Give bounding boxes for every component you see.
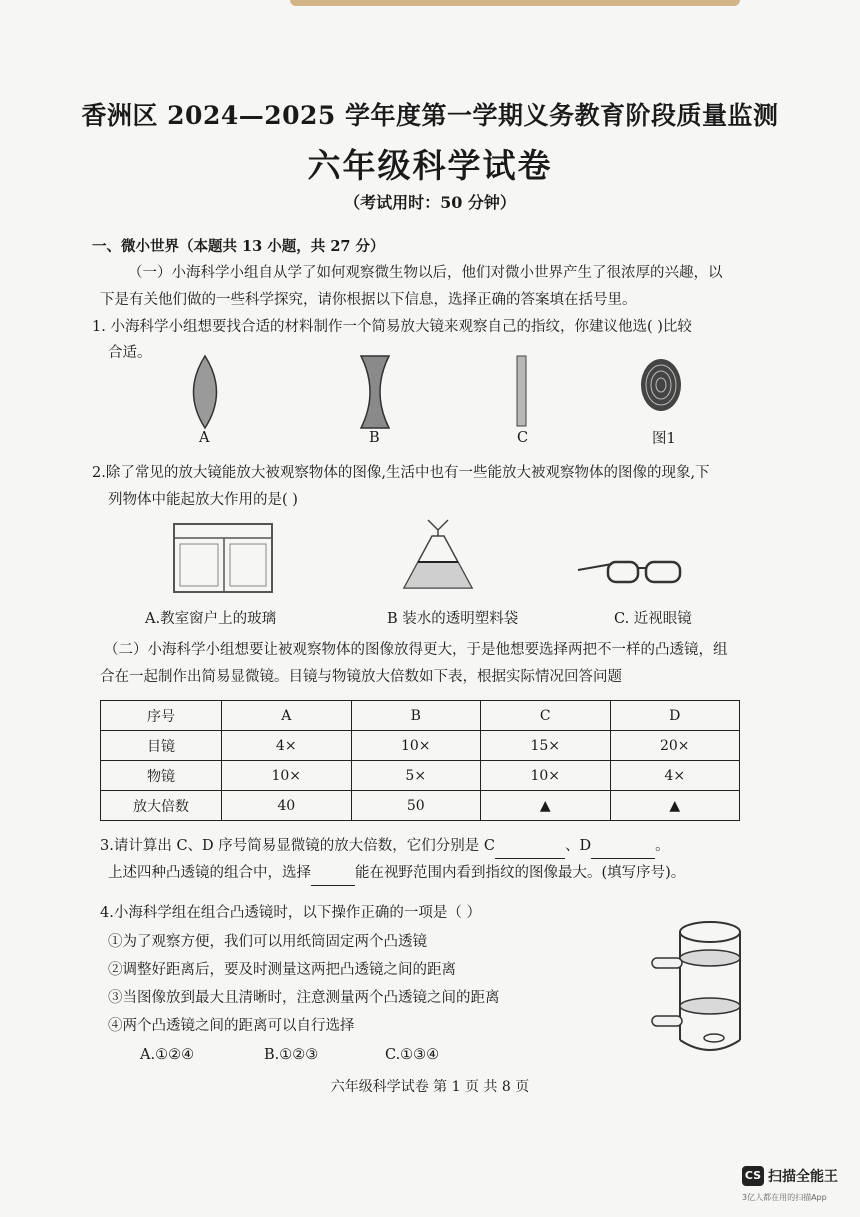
flat-glass-figure bbox=[515, 355, 529, 427]
part2-intro-line2: 合在一起制作出简易显微镜。目镜与物镜放大倍数如下表，根据实际情况回答问题 bbox=[100, 669, 622, 685]
q4-choice-a: A.①②④ bbox=[140, 1047, 195, 1063]
table-cell: 放大倍数 bbox=[101, 791, 222, 821]
exam-title: 香洲区 2024—2025 学年度第一学期义务教育阶段质量监测 bbox=[81, 101, 779, 130]
q4-statement-3: ③当图像放到最大且清晰时，注意测量两个凸透镜之间的距离 bbox=[108, 990, 500, 1006]
section-heading: 一、微小世界（本题共 13 小题，共 27 分） bbox=[92, 238, 385, 255]
q3-line1 bbox=[100, 836, 670, 859]
q1-stem-line1: 1. 小海科学小组想要找合适的材料制作一个简易放大镜来观察自己的指纹，你建议他选( )比较 bbox=[92, 319, 692, 335]
table-row bbox=[101, 731, 740, 761]
part1-intro-line2: 下是有关他们做的一些科学探究，请你根据以下信息，选择正确的答案填在括号里。 bbox=[100, 292, 637, 308]
q4-choice-c: C.①③④ bbox=[385, 1047, 440, 1063]
fingerprint-figure bbox=[638, 356, 684, 414]
camscanner-logo-icon: CS bbox=[742, 1166, 764, 1186]
table-cell: 物镜 bbox=[101, 761, 222, 791]
table-row bbox=[101, 791, 740, 821]
q4-statement-4: ④两个凸透镜之间的距离可以自行选择 bbox=[108, 1018, 355, 1034]
window-glass-figure bbox=[172, 522, 274, 594]
camscanner-tagline: 3亿人都在用的扫描App bbox=[742, 1193, 827, 1202]
q1-option-c: C bbox=[517, 430, 529, 446]
table-cell: 10× bbox=[481, 761, 611, 791]
table-row bbox=[101, 761, 740, 791]
q3-choice-blank[interactable] bbox=[311, 863, 355, 886]
q2-option-b: B 装水的透明塑料袋 bbox=[387, 611, 519, 627]
table-header: C bbox=[481, 701, 611, 731]
table-cell: 4× bbox=[222, 731, 352, 761]
exam-duration: （考试用时：50 分钟） bbox=[344, 193, 516, 212]
table-cell: 20× bbox=[610, 731, 740, 761]
camscanner-name: 扫描全能王 bbox=[768, 1169, 838, 1185]
table-header: B bbox=[351, 701, 481, 731]
exam-subtitle: 六年级科学试卷 bbox=[307, 146, 553, 185]
table-cell: 目镜 bbox=[101, 731, 222, 761]
table-cell: 15× bbox=[481, 731, 611, 761]
q3-line2-prefix: 上述四种凸透镜的组合中，选择 bbox=[108, 865, 311, 881]
q2-stem-line1: 2.除了常见的放大镜能放大被观察物体的图像,生活中也有一些能放大被观察物体的图像的现象,下 bbox=[92, 465, 710, 481]
table-header: 序号 bbox=[101, 701, 222, 731]
page-top-edge bbox=[290, 0, 740, 6]
table-cell: 10× bbox=[222, 761, 352, 791]
water-bag-figure bbox=[398, 518, 478, 592]
q4-statement-1: ①为了观察方便，我们可以用纸筒固定两个凸透镜 bbox=[108, 934, 427, 950]
q3-line2 bbox=[108, 863, 685, 886]
q3-end: 。 bbox=[655, 838, 670, 854]
q4-stem: 4.小海科学组在组合凸透镜时，以下操作正确的一项是（ ） bbox=[100, 905, 481, 921]
table-row bbox=[101, 701, 740, 731]
q2-stem-line2: 列物体中能起放大作用的是( ) bbox=[108, 492, 298, 508]
lens-magnification-table bbox=[100, 700, 740, 821]
table-cell: ▲ bbox=[610, 791, 740, 821]
table-cell: 40 bbox=[222, 791, 352, 821]
part2-intro-line1: （二）小海科学小组想要让被观察物体的图像放得更大，于是他想要选择两把不一样的凸透镜，组 bbox=[104, 642, 728, 658]
q2-option-a: A.教室窗户上的玻璃 bbox=[145, 611, 277, 627]
table-header: D bbox=[610, 701, 740, 731]
q4-statement-2: ②调整好距离后，要及时测量这两把凸透镜之间的距离 bbox=[108, 962, 456, 978]
q1-option-a: A bbox=[199, 430, 210, 446]
part1-intro-line1: （一）小海科学小组自从学了如何观察微生物以后，他们对微小世界产生了很浓厚的兴趣，以 bbox=[128, 265, 723, 281]
concave-lens-figure bbox=[355, 352, 395, 432]
page-footer: 六年级科学试卷 第 1 页 共 8 页 bbox=[330, 1079, 530, 1095]
q3-answer-c-blank[interactable] bbox=[495, 836, 565, 859]
table-cell: 50 bbox=[351, 791, 481, 821]
figure1-caption: 图1 bbox=[652, 431, 676, 447]
q3-answer-d-blank[interactable] bbox=[591, 836, 655, 859]
q4-choice-b: B.①②③ bbox=[264, 1047, 319, 1063]
q3-prefix: 3.请计算出 C、D 序号简易显微镜的放大倍数，它们分别是 C bbox=[100, 838, 495, 854]
table-cell: 10× bbox=[351, 731, 481, 761]
table-header: A bbox=[222, 701, 352, 731]
table-cell: 5× bbox=[351, 761, 481, 791]
glasses-figure bbox=[576, 556, 688, 588]
paper-tube-lens-figure bbox=[648, 918, 744, 1058]
q3-line2-suffix: 能在视野范围内看到指纹的图像最大。(填写序号)。 bbox=[355, 865, 686, 881]
q1-option-b: B bbox=[369, 430, 380, 446]
convex-lens-figure bbox=[180, 352, 230, 432]
q1-stem-line2: 合适。 bbox=[108, 345, 152, 361]
q3-sep: 、D bbox=[564, 838, 592, 854]
q2-option-c: C. 近视眼镜 bbox=[614, 611, 692, 627]
table-cell: ▲ bbox=[481, 791, 611, 821]
table-cell: 4× bbox=[610, 761, 740, 791]
